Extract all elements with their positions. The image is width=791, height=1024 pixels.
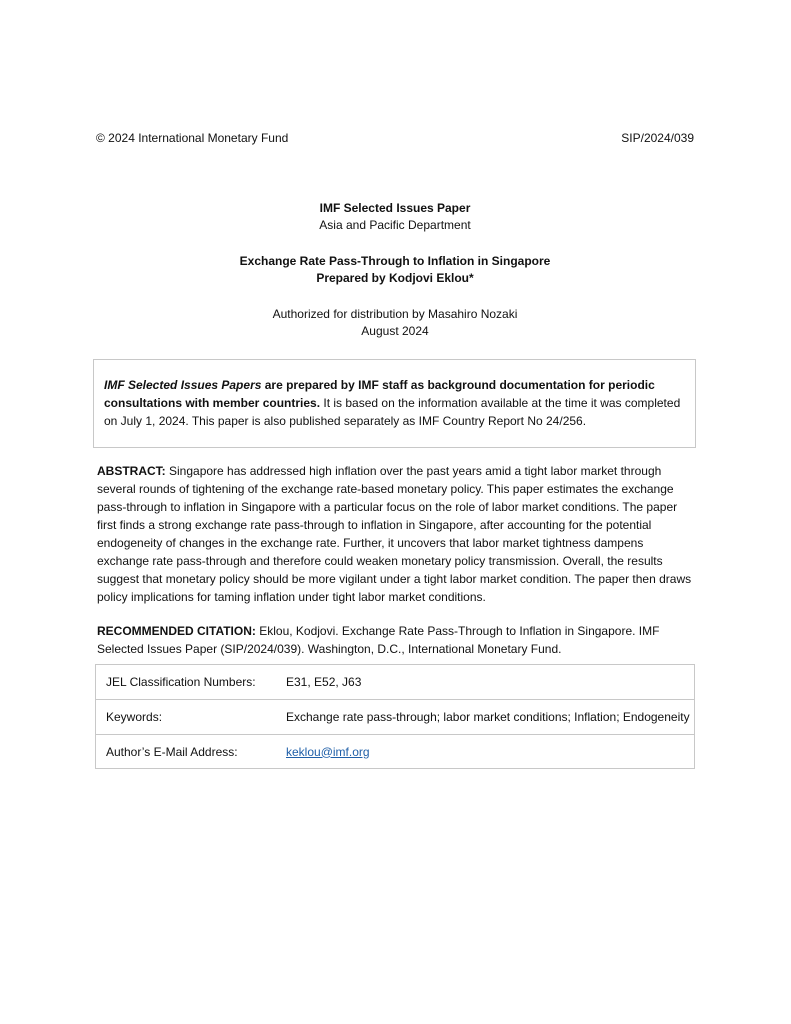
series-title: IMF Selected Issues Paper: [319, 201, 471, 215]
recommended-citation: [97, 622, 695, 658]
keywords-value: Exchange rate pass-through; labor market conditions; Inflation; Endogeneity: [276, 700, 695, 735]
email-cell: [276, 735, 695, 769]
paper-number: SIP/2024/039: [621, 131, 694, 145]
citation-label: RECOMMENDED CITATION:: [97, 624, 256, 638]
page-header: [96, 129, 694, 147]
table-row: [96, 665, 695, 700]
table-row: [96, 735, 695, 769]
abstract-label: ABSTRACT:: [97, 464, 166, 478]
keywords-label: Keywords:: [96, 700, 277, 735]
citation-text: Eklou, Kodjovi. Exchange Rate Pass-Through to Inflation in Singapore. IMF Selected Issues Paper (SIP/2024/039). Washington, D.C., International Monetary Fund.: [97, 624, 660, 656]
disclaimer-box: [93, 359, 696, 448]
authorization-block: [96, 306, 694, 340]
disclaimer-bold: are prepared by IMF staff as background documentation for periodic consultations with member countries.: [104, 378, 655, 410]
jel-label: JEL Classification Numbers:: [96, 665, 277, 700]
jel-value: E31, E52, J63: [276, 665, 695, 700]
authorized-by: Authorized for distribution by Masahiro Nozaki: [272, 307, 518, 321]
disclaimer-lead: IMF Selected Issues Papers: [104, 378, 262, 392]
abstract: [97, 462, 695, 606]
abstract-text: Singapore has addressed high inflation over the past years amid a tight labor market through several rounds of tightening of the exchange rate-based monetary policy. This paper estimates the exchange pass-through to inflation in Singapore with a particular focus on the role of labor market conditions. The paper first finds a strong exchange rate pass-through to inflation in Singapore, after accounting for the potential endogeneity of changes in the exchange rate. Further, it uncovers that labor market tightness dampens exchange rate pass-through and therefore could weaken monetary policy transmission. Overall, the results suggest that monetary policy should be more vigilant under a tight labor market condition. The paper then draws policy implications for taming inflation under tight labor market conditions.: [97, 464, 692, 604]
series-block: [96, 200, 694, 234]
metadata-table: [95, 664, 695, 769]
disclaimer-text: It is based on the information available at the time it was completed on July 1, 2024. This paper is also published separately as IMF Country Report No 24/256.: [104, 396, 681, 428]
email-label: Author’s E-Mail Address:: [96, 735, 277, 769]
department-name: Asia and Pacific Department: [319, 218, 471, 232]
author-email-link[interactable]: keklou@imf.org: [286, 744, 370, 759]
title-block: [96, 253, 694, 287]
table-row: [96, 700, 695, 735]
publication-date: August 2024: [361, 324, 429, 338]
paper-title: Exchange Rate Pass-Through to Inflation in Singapore: [239, 254, 551, 268]
copyright-notice: © 2024 International Monetary Fund: [96, 131, 289, 145]
prepared-by: Prepared by Kodjovi Eklou*: [316, 271, 474, 285]
